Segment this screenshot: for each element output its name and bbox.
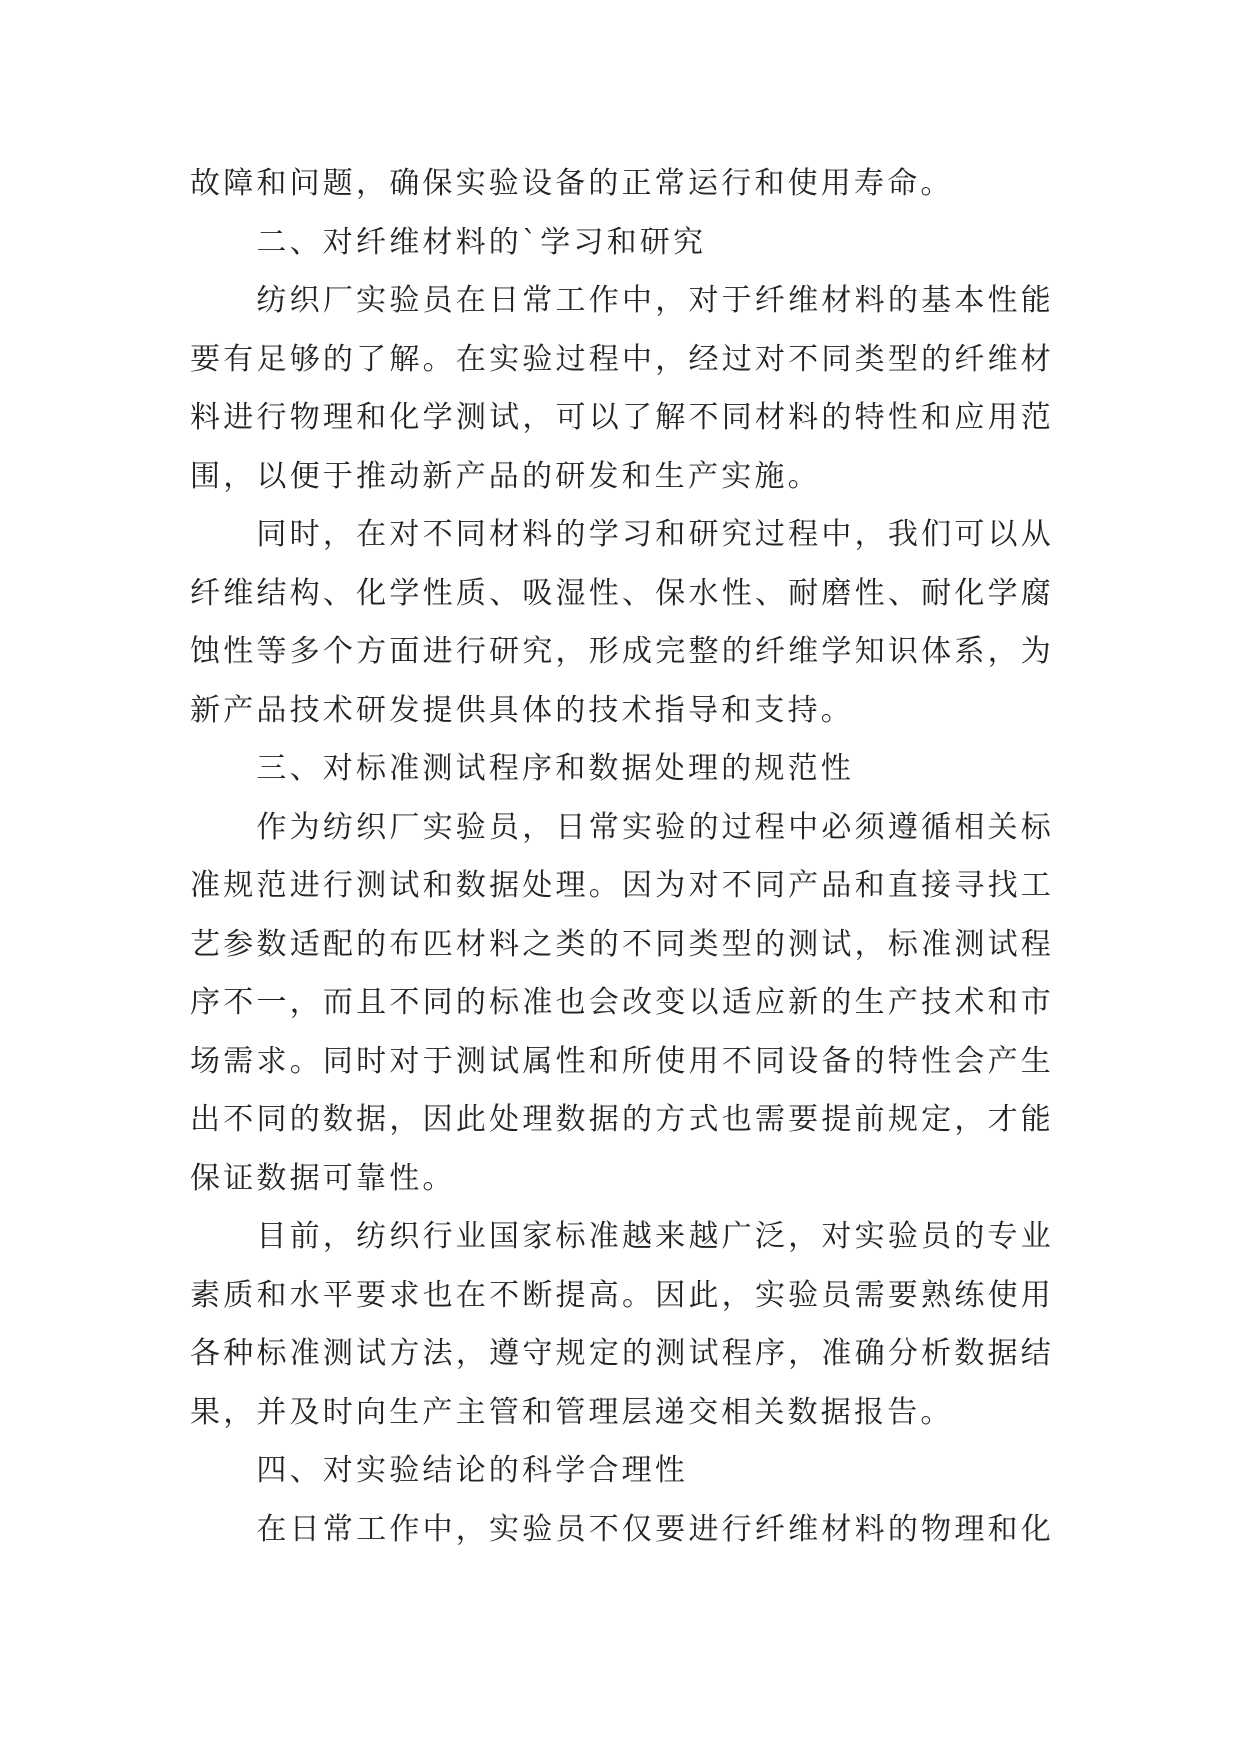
document-body [190,155,1054,1559]
body-line: 果，并及时向生产主管和管理层递交相关数据报告。 [190,1394,954,1430]
body-line: 序不一，而且不同的标准也会改变以适应新的生产技术和市 [190,985,1054,1020]
body-line: 准规范进行测试和数据处理。因为对不同产品和直接寻找工 [190,868,1054,903]
body-line: 作为纺织厂实验员，日常实验的过程中必须遵循相关标 [256,809,1054,845]
body-line: 目前，纺织行业国家标准越来越广泛，对实验员的专业 [256,1219,1054,1254]
body-line: 新产品技术研发提供具体的技术指导和支持。 [190,692,854,728]
body-line: 艺参数适配的布匹材料之类的不同类型的测试，标准测试程 [190,926,1054,962]
body-line: 故障和问题，确保实验设备的正常运行和使用寿命。 [190,166,954,201]
body-line: 料进行物理和化学测试，可以了解不同材料的特性和应用范 [190,400,1054,435]
body-line: 素质和水平要求也在不断提高。因此，实验员需要熟练使用 [190,1277,1054,1313]
body-line: 围，以便于推动新产品的研发和生产实施。 [190,458,821,494]
body-line: 纺织厂实验员在日常工作中，对于纤维材料的基本性能 [256,283,1054,318]
body-line: 场需求。同时对于测试属性和所使用不同设备的特性会产生 [190,1043,1054,1079]
body-line: 要有足够的了解。在实验过程中，经过对不同类型的纤维材 [190,341,1054,377]
body-line: 纤维结构、化学性质、吸湿性、保水性、耐磨性、耐化学腐 [190,575,1054,611]
body-line: 保证数据可靠性。 [190,1160,456,1196]
section-heading: 二、对纤维材料的`学习和研究 [256,224,707,260]
section-heading: 四、对实验结论的科学合理性 [256,1453,688,1488]
body-line: 蚀性等多个方面进行研究，形成完整的纤维学知识体系，为 [190,634,1054,669]
section-heading: 三、对标准测试程序和数据处理的规范性 [256,751,854,786]
body-line: 在日常工作中，实验员不仅要进行纤维材料的物理和化 [256,1511,1054,1547]
body-line: 出不同的数据，因此处理数据的方式也需要提前规定，才能 [190,1102,1054,1137]
body-line: 各种标准测试方法，遵守规定的测试程序，准确分析数据结 [190,1336,1054,1371]
body-line: 同时，在对不同材料的学习和研究过程中，我们可以从 [256,517,1054,552]
